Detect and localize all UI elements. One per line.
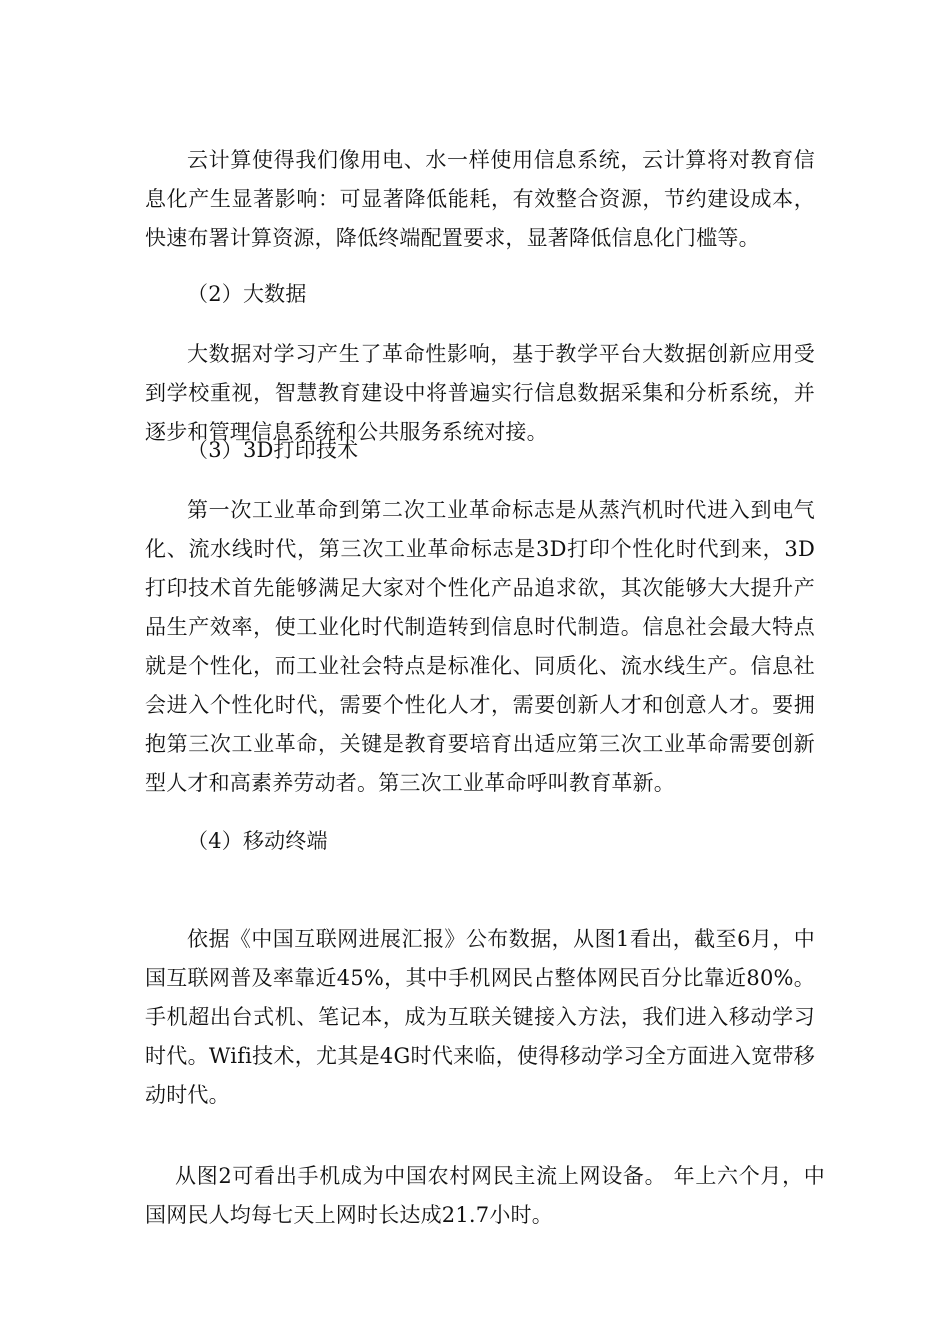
- paragraph-rural-mobile: 从图2可看出手机成为中国农村网民主流上网设备。 年上六个月，中国网民人均每七天上网时长达成21.7小时。: [145, 1164, 825, 1227]
- paragraph-cloud-computing: 云计算使得我们像用电、水一样使用信息系统，云计算将对教育信息化产生显著影响：可显著降低能耗，有效整合资源，节约建设成本，快速布署计算资源，降低终端配置要求，显著降低信息化门槛等。: [145, 148, 815, 250]
- heading-big-data: （2）大数据: [187, 282, 307, 306]
- heading-3d-printing: （3）3D打印技术: [187, 438, 359, 462]
- paragraph-3d-printing: 第一次工业革命到第二次工业革命标志是从蒸汽机时代进入到电气化、流水线时代，第三次工业革命标志是3D打印个性化时代到来，3D打印技术首先能够满足大家对个性化产品追求欲，其次能够大大提升产品生产效率，使工业化时代制造转到信息时代制造。信息社会最大特点就是个性化，而工业社会特点是标准化、同质化、流水线生产。信息社会进入个性化时代，需要个性化人才，需要创新人才和创意人才。要拥抱第三次工业革命，关键是教育要培育出适应第三次工业革命需要创新型人才和高素养劳动者。第三次工业革命呼叫教育革新。: [145, 498, 815, 795]
- paragraph-mobile-internet: 依据《中国互联网进展汇报》公布数据，从图1看出，截至6月，中国互联网普及率靠近45%，其中手机网民占整体网民百分比靠近80%。手机超出台式机、笔记本，成为互联关键接入方法，我们进入移动学习时代。Wifi技术，尤其是4G时代来临，使得移动学习全方面进入宽带移动时代。: [145, 927, 815, 1107]
- paragraph-big-data: 大数据对学习产生了革命性影响，基于教学平台大数据创新应用受到学校重视，智慧教育建设中将普遍实行信息数据采集和分析系统，并逐步和管理信息系统和公共服务系统对接。: [145, 342, 815, 444]
- heading-mobile-terminal: （4）移动终端: [187, 829, 328, 853]
